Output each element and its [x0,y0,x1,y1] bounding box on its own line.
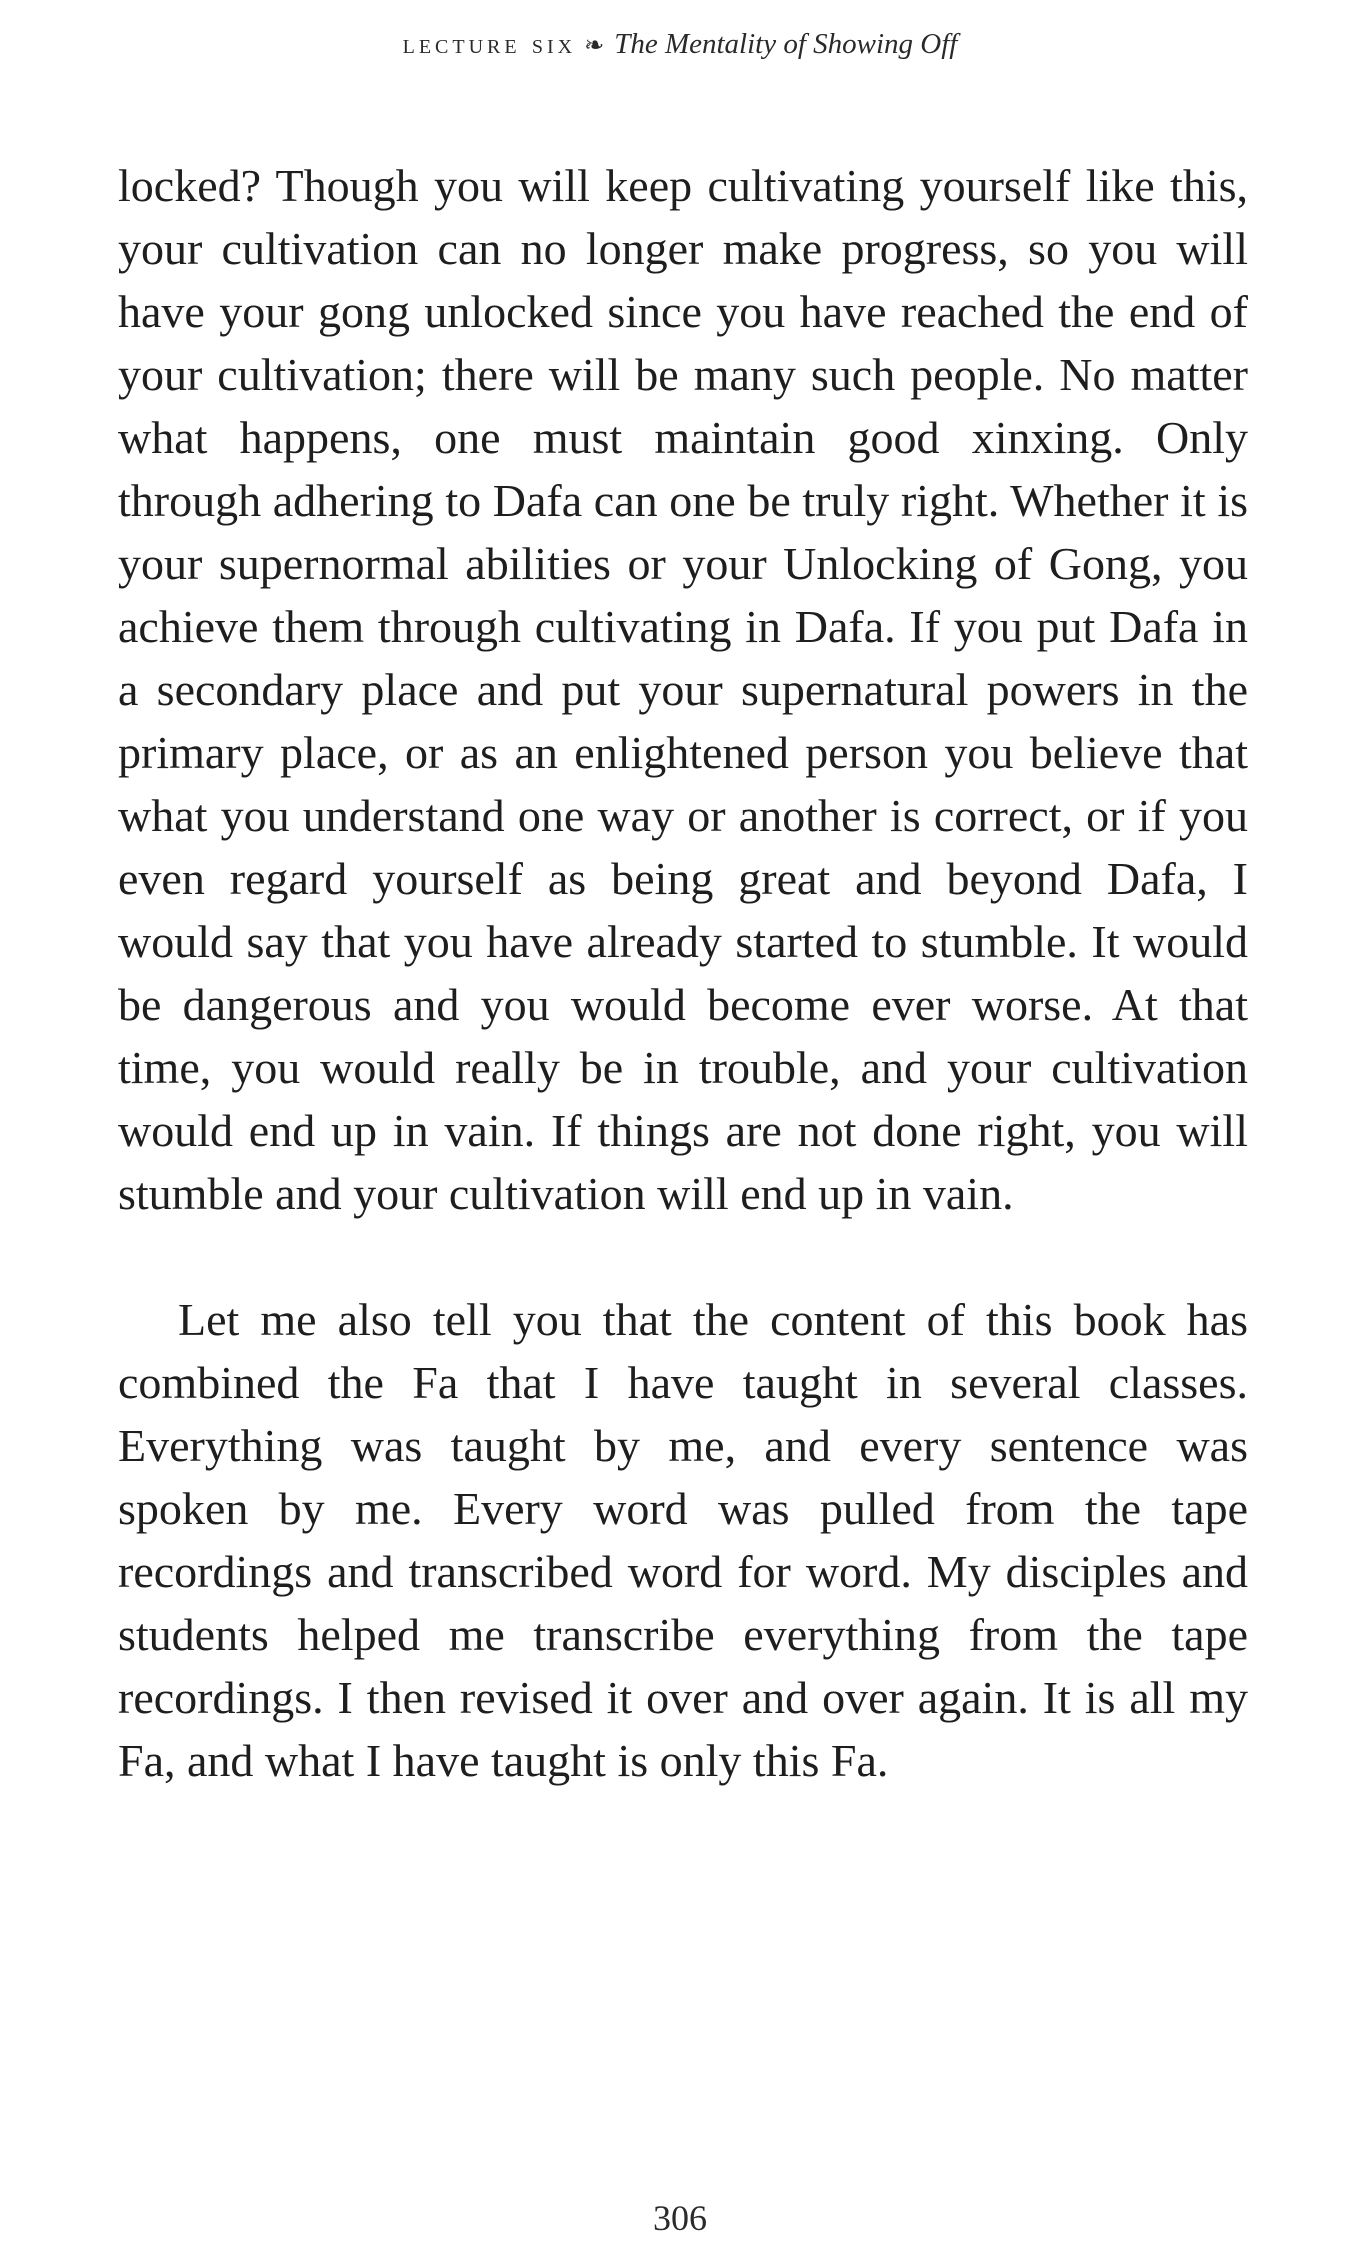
paragraph-1: locked? Though you will keep cultivating yourself like this, your cultivation can no longer make progress, so you will have your gong unlocked since you have reached the end of your cultivation; there will be many such people. No matter what happens, one must maintain good xinxing. Only through adhering to Dafa can one be truly right. Whether it is your supernormal abilities or your Unlocking of Gong, you achieve them through cultivating in Dafa. If you put Dafa in a secondary place and put your supernatural powers in the primary place, or as an enlightened person you believe that what you understand one way or another is correct, or if you even regard yourself as being great and beyond Dafa, I would say that you have already started to stumble. It would be dangerous and you would become ever worse. At that time, you would really be in trouble, and your cultivation would end up in vain. If things are not done right, you will stumble and your cultivation will end up in vain. [118,160,1248,1219]
lecture-label: lecture six [402,28,577,60]
running-head [0,28,1360,61]
page-number: 306 [653,2198,707,2238]
fleuron-ornament-icon: ❧ [584,33,605,59]
chapter-title: The Mentality of Showing Off [614,28,958,60]
body-text [118,154,1248,1792]
paragraph-2: Let me also tell you that the content of this book has combined the Fa that I have taught in several classes. Everything was taught by me, and every sentence was spoken by me. Every word was pulled from the tape recordings and transcribed word for word. My disciples and students helped me transcribe everything from the tape recordings. I then revised it over and over again. It is all my Fa, and what I have taught is only this Fa. [118,1294,1248,1786]
